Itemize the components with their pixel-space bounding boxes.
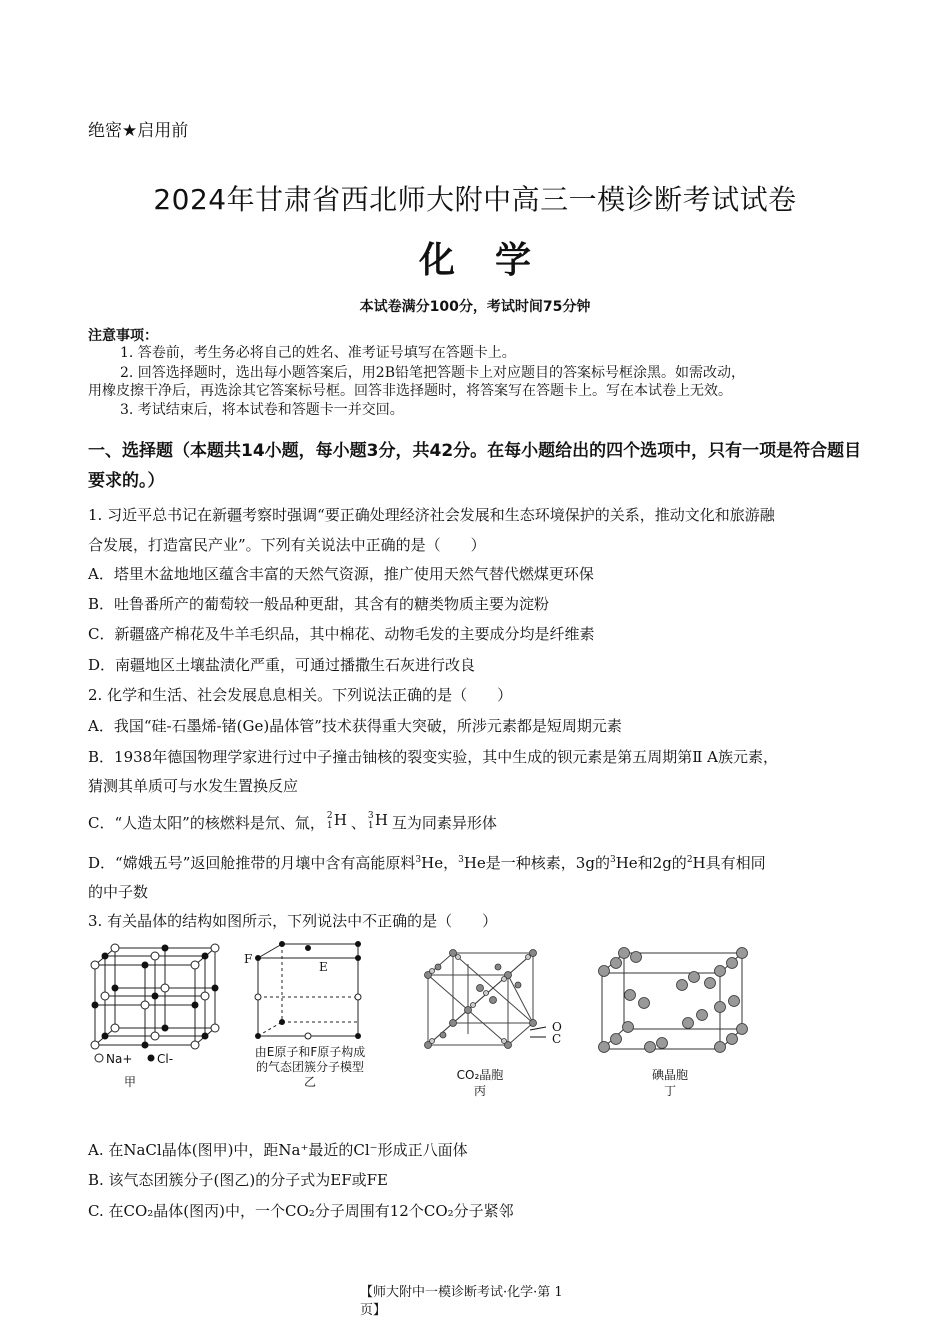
iodine-caption: 碘晶胞 bbox=[651, 1068, 688, 1082]
page-footer bbox=[360, 1284, 590, 1320]
q3-option-b: B. 该气态团簇分子(图乙)的分子式为EF或FE bbox=[88, 1171, 388, 1189]
q2-option-d-a: D．“嫦娥五号”返回舱推带的月壤中含有高能原料$^3$He，$^3$He是一种核素，3g的$^3$He和2g的$^2$H具有相同 bbox=[88, 854, 766, 872]
notice-item-3: 3. 考试结束后，将本试卷和答题卡一并交回。 bbox=[120, 402, 404, 418]
confidential-label: 绝密★启用前 bbox=[88, 121, 189, 141]
isotope-h2: 2 1 H bbox=[326, 811, 347, 831]
q3-option-a: A. 在NaCl晶体(图甲)中，距Na⁺最近的Cl⁻形成正八面体 bbox=[88, 1141, 468, 1159]
q2-stem: 2. 化学和生活、社会发展息息相关。下列说法正确的是（ ） bbox=[88, 686, 513, 704]
ef-caption-1: 由E原子和F原子构成 bbox=[254, 1045, 366, 1059]
co2-caption: CO₂晶胞 bbox=[456, 1068, 504, 1082]
q3-stem: 3. 有关晶体的结构如图所示，下列说法中不正确的是（ ） bbox=[88, 912, 498, 930]
subject-title: 化学 bbox=[418, 240, 571, 281]
q2-c-post: 互为同素异形体 bbox=[391, 814, 497, 832]
nacl-legend-na: Na+ bbox=[106, 1052, 133, 1066]
exam-title: 2024年甘肃省西北师大附中高三一模诊断考试试卷 bbox=[153, 183, 797, 216]
ef-cluster-figure bbox=[240, 940, 370, 1040]
q1-stem-b: 合发展，打造富民产业”。下列有关说法中正确的是（ ） bbox=[88, 536, 486, 554]
figure-label-jia: 甲 bbox=[123, 1075, 136, 1089]
q2-option-b-a: B．1938年德国物理学家进行过中子撞击铀核的裂变实验，其中生成的钡元素是第五周期第Ⅱ A族元素， bbox=[88, 748, 778, 766]
atom-label-e: E bbox=[319, 960, 328, 974]
isotope-h3: 3 1 H bbox=[367, 811, 388, 831]
figure-label-bing: 丙 bbox=[473, 1084, 486, 1098]
notice-heading: 注意事项： bbox=[88, 328, 158, 344]
exam-info: 本试卷满分100分，考试时间75分钟 bbox=[359, 299, 591, 315]
nacl-legend-cl: Cl- bbox=[157, 1052, 174, 1066]
q1-option-b: B．吐鲁番所产的葡萄较一般品种更甜，其含有的糖类物质主要为淀粉 bbox=[88, 595, 550, 613]
figure-label-ding: 丁 bbox=[663, 1084, 676, 1098]
figure-label-yi: 乙 bbox=[303, 1075, 316, 1089]
q2-option-b-b: 猜测其单质可与水发生置换反应 bbox=[88, 777, 299, 795]
q1-stem-a: 1. 习近平总书记在新疆考察时强调“要正确处理经济社会发展和生态环境保护的关系，推动文化和旅游融 bbox=[88, 506, 775, 524]
co2-crystal-figure bbox=[418, 945, 548, 1055]
q2-c-pre: C．“人造太阳”的核燃料是氘、氚， bbox=[88, 814, 325, 832]
notice-item-1: 1. 答卷前，考生务必将自己的姓名、准考证号填写在答题卡上。 bbox=[120, 345, 516, 361]
section-heading: 一、选择题（本题共14小题，每小题3分，共42分。在每小题给出的四个选项中，只有一项是符合题目要求的。） bbox=[88, 441, 862, 491]
ef-caption-2: 的气态团簇分子模型 bbox=[255, 1060, 364, 1074]
q2-option-c: C．“人造太阳”的核燃料是氘、氚， 2 1 H 、 3 1 H 互为同素异形体 bbox=[88, 811, 497, 832]
nacl-crystal-figure bbox=[85, 940, 225, 1090]
atom-label-f: F bbox=[244, 952, 253, 966]
q2-option-d-b: 的中子数 bbox=[88, 883, 149, 901]
q1-option-c: C．新疆盛产棉花及牛羊毛织品，其中棉花、动物毛发的主要成分均是纤维素 bbox=[88, 625, 595, 643]
q1-option-a: A．塔里木盆地地区蕴含丰富的天然气资源，推广使用天然气替代燃煤更环保 bbox=[88, 565, 594, 583]
iodine-crystal-figure bbox=[592, 945, 752, 1060]
footer-line-1: 【师大附中一模诊断考试·化学·第 1 bbox=[360, 1285, 563, 1300]
q3-option-c: C. 在CO₂晶体(图丙)中，一个CO₂分子周围有12个CO₂分子紧邻 bbox=[88, 1202, 514, 1220]
q1-option-d: D．南疆地区土壤盐渍化严重，可通过播撒生石灰进行改良 bbox=[88, 656, 476, 674]
q2-option-a: A．我国“硅-石墨烯-锗(Ge)晶体管”技术获得重大突破，所涉元素都是短周期元素 bbox=[88, 717, 622, 735]
notice-item-2a: 2. 回答选择题时，选出每小题答案后，用2B铅笔把答题卡上对应题目的答案标号框涂黑。如需改动， bbox=[120, 365, 746, 381]
footer-line-2: 页】 bbox=[360, 1303, 387, 1318]
notice-item-2b: 用橡皮擦干净后，再选涂其它答案标号框。回答非选择题时，将答案写在答题卡上。写在本试卷上无效。 bbox=[88, 383, 732, 399]
atom-label-o: O bbox=[552, 1020, 562, 1034]
atom-label-c: C bbox=[552, 1032, 562, 1046]
